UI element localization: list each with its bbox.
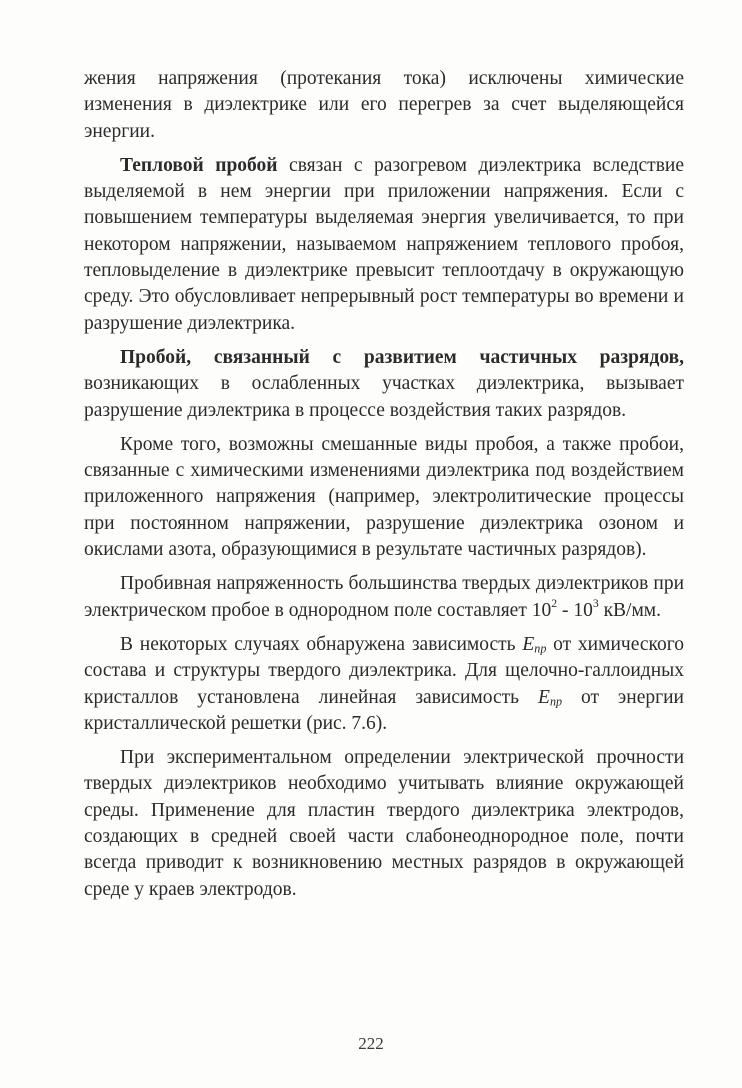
paragraph-text: Кроме того, возможны смешанные виды пробоя, а также пробои, связанные с химическими изменениями диэлектрика под воздействием приложенного напряжения (например, электролитические процессы при постоянном напряжении, разрушение диэлектрика озоном и окислами азота, образующимися в результате частичных разрядов).: [84, 433, 684, 561]
paragraph-breakdown-strength: [84, 571, 684, 624]
paragraph-text: - 10: [557, 599, 593, 621]
paragraph-text: В некоторых случаях обнаружена зависимость: [120, 633, 523, 655]
paragraph-thermal-breakdown: [84, 153, 684, 337]
term-thermal-breakdown: Тепловой пробой: [120, 154, 278, 176]
symbol-subscript: пр: [534, 641, 547, 656]
paragraph-partial-discharge: [84, 345, 684, 424]
paragraph-text: от химического состава и структуры твердого диэлектрика. Для щелочно-галлоидных кристаллов установлена линейная зависимость: [84, 633, 684, 708]
paragraph-continuation: [84, 66, 684, 145]
body-text: [84, 66, 684, 903]
paragraph-text: связан с разогревом диэлектрика вследствие выделяемой в нем энергии при приложении напряжения. Если с повышением температуры выделяемая энергия увеличивается, то при некотором напряжении, называемом напряжением теплового пробоя, тепловыделение в диэлектрике превысит теплоотдачу в окружающую среду. Это обусловливает непрерывный рост температуры во времени и разрушение диэлектрика.: [84, 154, 684, 334]
paragraph-mixed-breakdown: [84, 432, 684, 563]
symbol-main: E: [522, 633, 535, 655]
paragraph-experimental: [84, 745, 684, 903]
paragraph-text: кВ/мм.: [598, 599, 662, 621]
symbol-subscript: пр: [549, 693, 563, 708]
symbol-e-pr: [522, 634, 546, 655]
exponent: 3: [592, 596, 599, 610]
paragraph-text: Пробивная напряженность большинства твердых диэлектриков при электрическом пробое в однородном поле составляет 10: [84, 573, 684, 621]
paragraph-text: от энергии кристаллической решетки (рис. 7.6).: [84, 686, 684, 734]
paragraph-dependence: [84, 632, 684, 737]
paragraph-text: жения напряжения (протекания тока) исключены химические изменения в диэлектрике или его перегрев за счет выделяющейся энергии.: [84, 68, 684, 142]
paragraph-text: возникающих в ослабленных участках диэлектрика, вызывает разрушение диэлектрика в процессе воздействия таких разрядов.: [84, 373, 684, 421]
symbol-main: E: [538, 686, 550, 708]
exponent: 2: [551, 596, 558, 610]
symbol-e-pr: [538, 687, 562, 708]
paragraph-text: При экспериментальном определении электрической прочности твердых диэлектриков необходимо учитывать влияние окружающей среды. Применение для пластин твердого диэлектрика электродов, создающих в средней своей части слабонеоднородное поле, почти всегда приводит к возникновению местных разрядов в окружающей среде у краев электродов.: [84, 747, 684, 900]
page-number: 222: [358, 1034, 384, 1053]
term-partial-discharge: Пробой, связанный с развитием частичных разрядов,: [120, 346, 684, 368]
